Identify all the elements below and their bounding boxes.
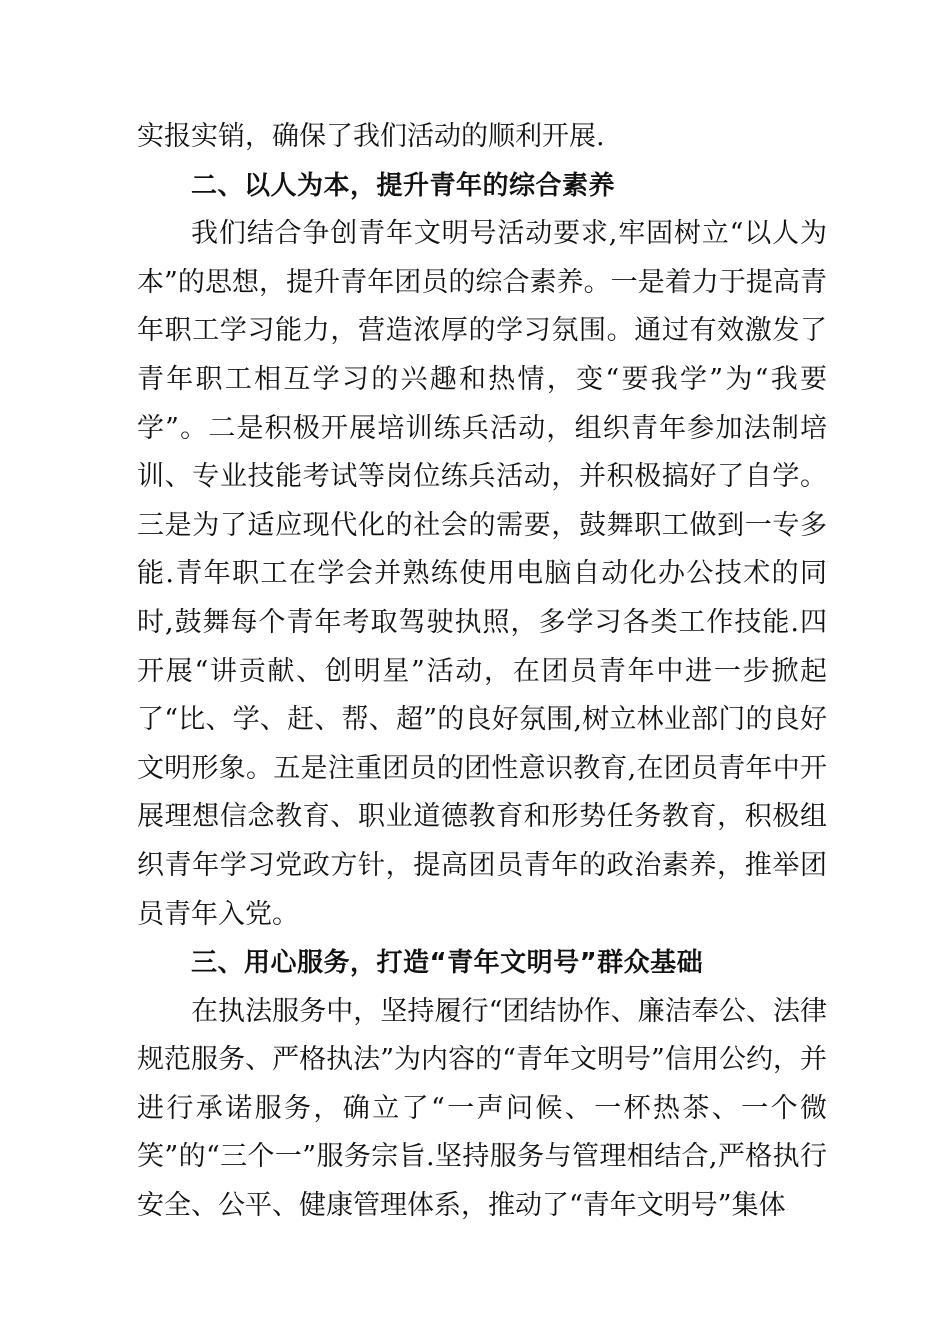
paragraph-section-2: 我们结合争创青年文明号活动要求,牢固树立“以人为本”的思想，提升青年团员的综合素养。一是着力于提高青年职工学习能力，营造浓厚的学习氛围。通过有效激发了青年职工相互学习的兴趣和热情，变“要我学”为“我要学”。二是积极开展培训练兵活动，组织青年参加法制培训、专业技能考试等岗位练兵活动，并积极搞好了自学。三是为了适应现代化的社会的需要，鼓舞职工做到一专多能.青年职工在学会并熟练使用电脑自动化办公技术的同时,鼓舞每个青年考取驾驶执照，多学习各类工作技能.四开展“讲贡献、创明星”活动，在团员青年中进一步掀起了“比、学、赶、帮、超”的良好氛围,树立林业部门的良好文明形象。五是注重团员的团性意识教育,在团员青年中开展理想信念教育、职业道德教育和形势任务教育，积极组织青年学习党政方针，提高团员青年的政治素养，推举团员青年入党。	[137, 218, 827, 930]
section-heading-3: 三、用心服务，打造“青年文明号”群众基础	[191, 948, 704, 979]
paragraph-section-3: 在执法服务中，坚持履行“团结协作、廉洁奉公、法律规范服务、严格执法”为内容的“青年文明号”信用公约，并进行承诺服务，确立了“一声问候、一杯热茶、一个微笑”的“三个一”服务宗旨.坚持服务与管理相结合,严格执行安全、公平、健康管理体系，推动了“青年文明号”集体	[137, 995, 827, 1222]
section-heading-2: 二、以人为本，提升青年的综合素养	[191, 170, 616, 201]
paragraph-continuation: 实报实销，确保了我们活动的顺利开展.	[137, 121, 605, 152]
document-body	[137, 113, 827, 1231]
